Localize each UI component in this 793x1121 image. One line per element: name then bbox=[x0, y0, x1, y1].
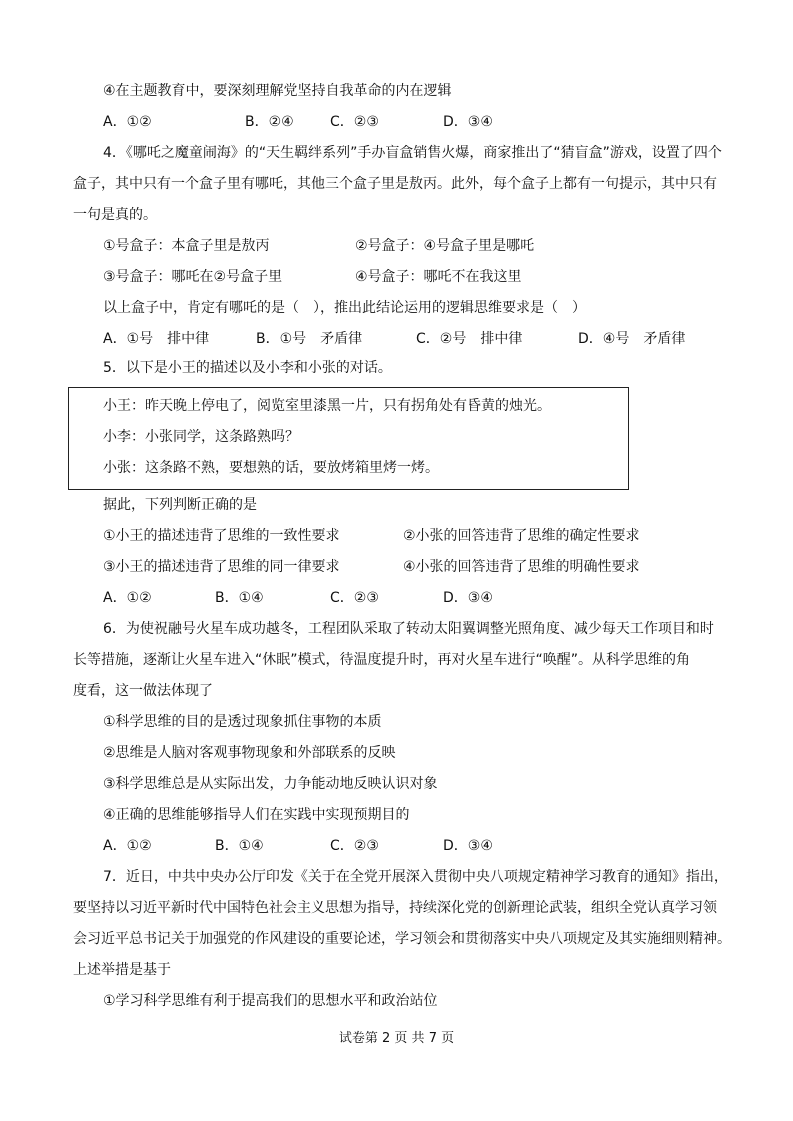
q5-option-d: D．③④ bbox=[443, 590, 493, 606]
q4-stem-line-1: 4．《哪吒之魔童闹海》的“天生羁绊系列”手办盲盒销售火爆，商家推出了“猜盲盒”游戏，设置了四个 bbox=[103, 145, 722, 161]
q5-statement-4: ④小张的回答违背了思维的明确性要求 bbox=[403, 559, 640, 575]
q7-stem-line-4: 上述举措是基于 bbox=[73, 962, 171, 978]
q4-box-3: ③号盒子：哪吒在②号盒子里 bbox=[103, 269, 283, 285]
q5-statement-3: ③小王的描述违背了思维的同一律要求 bbox=[103, 559, 340, 575]
q4-option-c: C．②号 排中律 bbox=[416, 331, 523, 347]
page-footer: 试卷第 2 页 共 7 页 bbox=[338, 1031, 455, 1046]
q5-stem: 5．以下是小王的描述以及小李和小张的对话。 bbox=[103, 360, 392, 376]
q6-stem-line-2: 长等措施，逐渐让火星车进入“休眠”模式，待温度提升时，再对火星车进行“唤醒”。从科学思维的角 bbox=[73, 652, 691, 668]
q6-stem-line-1: 6．为使祝融号火星车成功越冬，工程团队采取了转动太阳翼调整光照角度、减少每天工作项目和时 bbox=[103, 621, 714, 637]
q5-statement-1: ①小王的描述违背了思维的一致性要求 bbox=[103, 528, 340, 544]
q4-box-1: ①号盒子：本盒子里是敖丙 bbox=[103, 238, 270, 254]
q5-question: 据此，下列判断正确的是 bbox=[103, 497, 257, 513]
q3-statement-4: ④在主题教育中，要深刻理解党坚持自我革命的内在逻辑 bbox=[103, 83, 452, 99]
q6-statement-1: ①科学思维的目的是透过现象抓住事物的本质 bbox=[103, 714, 382, 730]
q7-stem-line-3: 会习近平总书记关于加强党的作风建设的重要论述，学习领会和贯彻落实中央八项规定及其实施细则精神。 bbox=[73, 931, 731, 947]
q6-statement-4: ④正确的思维能够指导人们在实践中实现预期目的 bbox=[103, 807, 410, 823]
q5-option-b: B．①④ bbox=[215, 590, 264, 606]
q6-option-a: A．①② bbox=[103, 838, 152, 854]
q7-stem-line-1: 7．近日，中共中央办公厅印发《关于在全党开展深入贯彻中央八项规定精神学习教育的通知》指出， bbox=[103, 869, 728, 885]
q3-option-b: B．②④ bbox=[245, 114, 294, 130]
q4-option-a: A．①号 排中律 bbox=[103, 331, 210, 347]
q6-option-c: C．②③ bbox=[330, 838, 379, 854]
q5-dialog-line-3: 小张：这条路不熟，要想熟的话，要放烤箱里烤一烤。 bbox=[103, 460, 439, 476]
q4-box-2: ②号盒子：④号盒子里是哪吒 bbox=[355, 238, 535, 254]
q3-option-a: A．①② bbox=[103, 114, 152, 130]
q6-statement-2: ②思维是人脑对客观事物现象和外部联系的反映 bbox=[103, 745, 396, 761]
q3-option-d: D．③④ bbox=[443, 114, 493, 130]
q7-statement-1: ①学习科学思维有利于提高我们的思想水平和政治站位 bbox=[103, 993, 438, 1009]
q4-question: 以上盒子中，肯定有哪吒的是（ ），推出此结论运用的逻辑思维要求是（ ） bbox=[103, 300, 586, 316]
q7-stem-line-2: 要坚持以习近平新时代中国特色社会主义思想为指导，持续深化党的创新理论武装，组织全党认真学习领 bbox=[73, 900, 717, 916]
q5-dialog-line-2: 小李：小张同学，这条路熟吗？ bbox=[103, 429, 299, 445]
q5-dialog-line-1: 小王：昨天晚上停电了，阅览室里漆黑一片，只有拐角处有昏黄的烛光。 bbox=[103, 398, 551, 414]
q5-option-a: A．①② bbox=[103, 590, 152, 606]
q4-option-b: B．①号 矛盾律 bbox=[256, 331, 363, 347]
q5-option-c: C．②③ bbox=[330, 590, 379, 606]
q4-option-d: D．④号 矛盾律 bbox=[578, 331, 686, 347]
q4-stem-line-3: 一句是真的。 bbox=[73, 207, 157, 223]
q4-box-4: ④号盒子：哪吒不在我这里 bbox=[355, 269, 522, 285]
q6-option-d: D．③④ bbox=[443, 838, 493, 854]
q6-statement-3: ③科学思维总是从实际出发，力争能动地反映认识对象 bbox=[103, 776, 438, 792]
q6-option-b: B．①④ bbox=[215, 838, 264, 854]
q5-statement-2: ②小张的回答违背了思维的确定性要求 bbox=[403, 528, 640, 544]
q4-stem-line-2: 盒子，其中只有一个盒子里有哪吒，其他三个盒子里是敖丙。此外，每个盒子上都有一句提示，其中只有 bbox=[73, 176, 717, 192]
q3-option-c: C．②③ bbox=[330, 114, 379, 130]
q6-stem-line-3: 度看，这一做法体现了 bbox=[73, 683, 213, 699]
